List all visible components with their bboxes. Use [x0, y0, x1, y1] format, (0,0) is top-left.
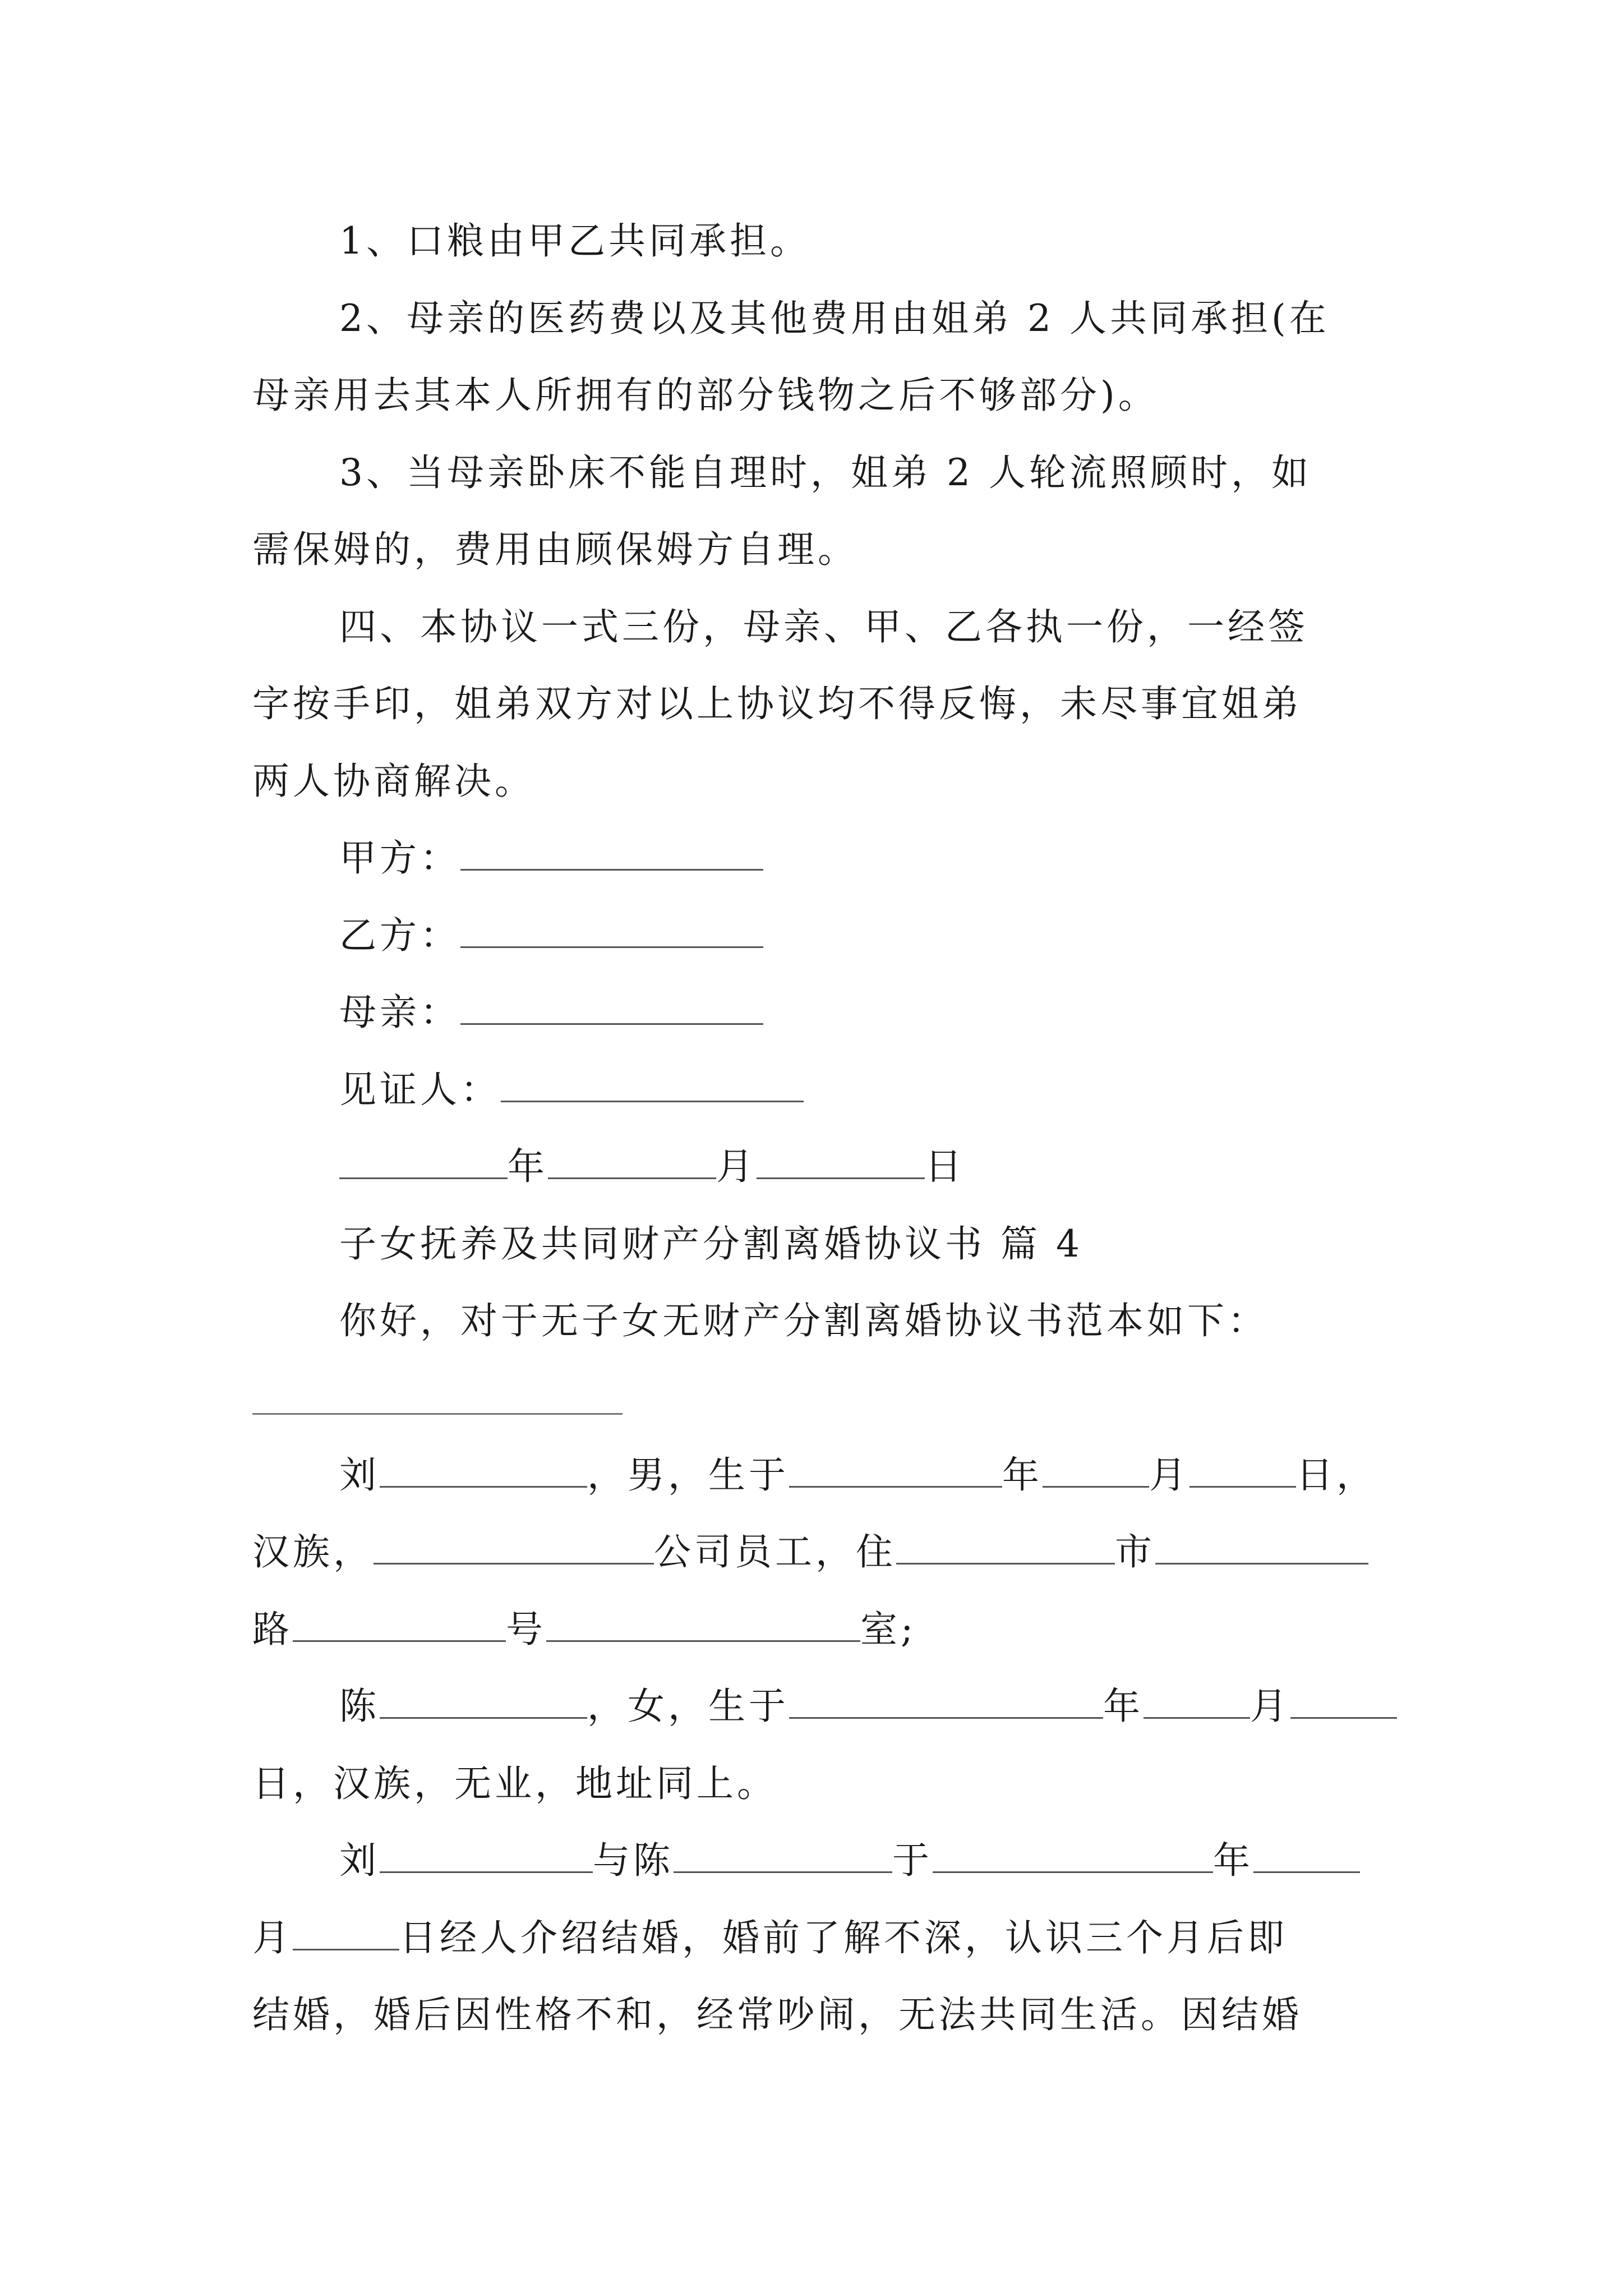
chen-month-blank[interactable]	[1144, 1685, 1250, 1719]
mother-blank[interactable]	[460, 991, 763, 1025]
clause-2-line-2: 母亲用去其本人所拥有的部分钱物之后不够部分)。	[252, 374, 1159, 417]
text-road: 路	[252, 1608, 293, 1651]
marriage-chen-blank[interactable]	[674, 1839, 892, 1873]
clause-4-line-3: 两人协商解决。	[252, 760, 535, 803]
liu-room-blank[interactable]	[546, 1608, 860, 1642]
marriage-line-1	[339, 1838, 1360, 1883]
section-heading: 子女抚养及共同财产分割离婚协议书 篇 4	[339, 1222, 1083, 1266]
date-line	[339, 1144, 965, 1189]
clause-3-line-2: 需保姆的，费用由顾保姆方自理。	[252, 528, 858, 571]
month-blank[interactable]	[548, 1145, 716, 1179]
marriage-month-blank-1[interactable]	[1253, 1839, 1360, 1873]
liu-road-blank-1[interactable]	[1155, 1530, 1368, 1565]
liu-city-blank[interactable]	[896, 1530, 1115, 1565]
liu-company-blank[interactable]	[374, 1530, 654, 1565]
text-number: 号	[506, 1608, 546, 1651]
text-and-chen: 与陈	[593, 1839, 674, 1882]
text-chen: 陈	[339, 1685, 380, 1728]
party-chen-line-2: 日，汉族，无业，地址同上。	[252, 1762, 777, 1805]
witness-label: 见证人：	[339, 1068, 501, 1111]
text-liu: 刘	[339, 1453, 380, 1497]
marriage-liu-blank[interactable]	[380, 1839, 593, 1873]
year-blank[interactable]	[339, 1145, 508, 1179]
marriage-line-2	[252, 1916, 1288, 1961]
clause-2-line-1: 2、母亲的医药费以及其他费用由姐弟 2 人共同承担(在	[339, 297, 1330, 340]
party-liu-line-3	[252, 1607, 916, 1652]
party-a-blank[interactable]	[460, 836, 763, 871]
text-at: 于	[892, 1839, 933, 1882]
intro-text: 你好，对于无子女无财产分割离婚协议书范本如下：	[339, 1299, 1268, 1342]
signature-witness	[339, 1068, 804, 1112]
marriage-line-3: 结婚，婚后因性格不和，经常吵闹，无法共同生活。因结婚	[252, 1993, 1302, 2036]
signature-party-b	[339, 913, 763, 958]
party-chen-line-1	[339, 1684, 1397, 1729]
text-year: 年	[1103, 1685, 1144, 1728]
liu-road-blank-2[interactable]	[293, 1608, 506, 1642]
text-year: 年	[1213, 1839, 1253, 1882]
text-male-born: ，男，生于	[587, 1453, 789, 1497]
clause-4-line-2: 字按手印，姐弟双方对以上协议均不得反悔，未尽事宜姐弟	[252, 682, 1302, 725]
party-a-label: 甲方：	[339, 836, 460, 880]
separator-rule	[252, 1413, 623, 1415]
mother-label: 母亲：	[339, 991, 460, 1034]
text-month: 月	[1250, 1685, 1290, 1728]
text-han: 汉族，	[252, 1530, 374, 1573]
witness-blank[interactable]	[501, 1068, 804, 1102]
day-label: 日	[925, 1145, 965, 1188]
liu-name-blank[interactable]	[380, 1453, 587, 1488]
chen-year-blank[interactable]	[789, 1685, 1103, 1719]
text-room: 室;	[860, 1608, 917, 1651]
text-liu: 刘	[339, 1839, 380, 1882]
day-blank[interactable]	[757, 1145, 925, 1179]
month-label: 月	[716, 1145, 757, 1188]
clause-1: 1、口粮由甲乙共同承担。	[339, 219, 810, 263]
signature-party-a	[339, 836, 763, 881]
liu-month-blank[interactable]	[1043, 1453, 1149, 1488]
text-day: 日，	[1296, 1453, 1377, 1497]
text-month: 月	[252, 1916, 293, 1959]
marriage-day-blank[interactable]	[293, 1916, 399, 1950]
liu-year-blank[interactable]	[789, 1453, 1002, 1488]
text-employee-live: 公司员工，住	[654, 1530, 896, 1573]
text-year: 年	[1002, 1453, 1043, 1497]
year-label: 年	[508, 1145, 548, 1188]
clause-3-line-1: 3、当母亲卧床不能自理时，姐弟 2 人轮流照顾时，如	[339, 451, 1312, 494]
text-marriage-intro: 日经人介绍结婚，婚前了解不深，认识三个月后即	[399, 1916, 1288, 1959]
text-female-born: ，女，生于	[587, 1685, 789, 1728]
party-liu-line-1	[339, 1453, 1377, 1498]
clause-4-line-1: 四、本协议一式三份，母亲、甲、乙各执一份，一经签	[339, 605, 1308, 648]
text-month: 月	[1149, 1453, 1189, 1497]
party-b-blank[interactable]	[460, 914, 763, 948]
party-liu-line-2	[252, 1530, 1368, 1575]
chen-name-blank[interactable]	[380, 1685, 587, 1719]
text-city: 市	[1115, 1530, 1155, 1573]
marriage-year-blank[interactable]	[933, 1839, 1213, 1873]
party-b-label: 乙方：	[339, 914, 460, 957]
signature-mother	[339, 990, 763, 1035]
chen-day-blank[interactable]	[1290, 1685, 1397, 1719]
liu-day-blank[interactable]	[1189, 1453, 1296, 1488]
